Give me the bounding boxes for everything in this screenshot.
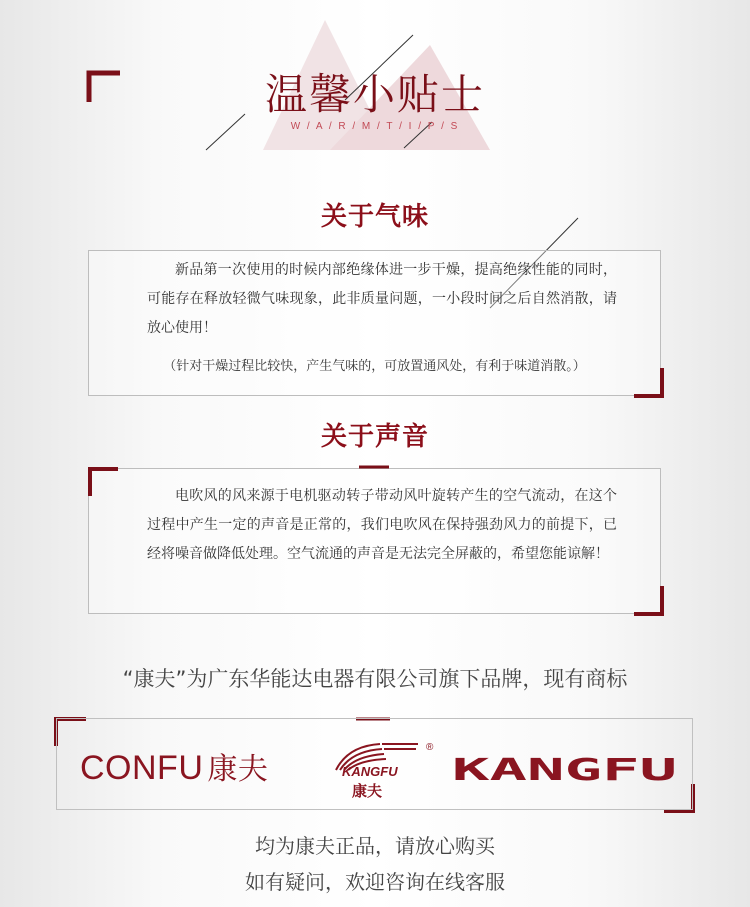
logo-kangfu-emblem-en: KANGFU (342, 764, 398, 779)
logo-kangfu-wordmark-text: KANGFU (452, 753, 677, 788)
page-subtitle: W / A / R / M / T / I / P / S (290, 121, 460, 132)
logo-kangfu-emblem (318, 738, 448, 808)
logo-kangfu-emblem-cn: 康夫 (352, 782, 383, 800)
smell-body-text: 新品第一次使用的时候内部绝缘体进一步干燥，提高绝缘性能的同时，可能存在释放轻微气味现象，此非质量问题，一小段时间之后自然消散，请放心使用！ (147, 262, 617, 336)
sound-body-text: 电吹风的风来源于电机驱动转子带动风叶旋转产生的空气流动，在这个过程中产生一定的声音是正常的，我们电吹风在保持强劲风力的前提下，已经将噪音做降低处理。空气流通的声音是无法完全屏蔽的，希望您能谅解！ (147, 488, 617, 562)
logo-confu-cn: 康夫 (207, 752, 269, 787)
section-heading-smell: 关于气味 (320, 202, 429, 232)
logo-confu-en: CONFU (80, 749, 204, 787)
logo-kangfu-wordmark (450, 748, 680, 788)
logo-kangfu-mark: ® (426, 742, 434, 753)
corner-bracket-box2-bottom (634, 586, 662, 614)
smell-note: （针对干燥过程比较快，产生气味的，可放置通风处，有利于味道消散。） (163, 359, 586, 374)
corner-bracket-box2-top (90, 469, 118, 496)
footer-line-2: 如有疑问，欢迎咨询在线客服 (245, 870, 505, 894)
footer-line-1: 均为康夫正品，请放心购买 (255, 834, 495, 858)
section-heading-sound: 关于声音 (320, 422, 429, 452)
brand-intro-text: “康夫”为广东华能达电器有限公司旗下品牌，现有商标 (122, 667, 628, 691)
page-title: 温馨小贴士 (264, 70, 485, 119)
corner-bracket-box1 (634, 368, 662, 396)
logo-confu (80, 744, 268, 788)
